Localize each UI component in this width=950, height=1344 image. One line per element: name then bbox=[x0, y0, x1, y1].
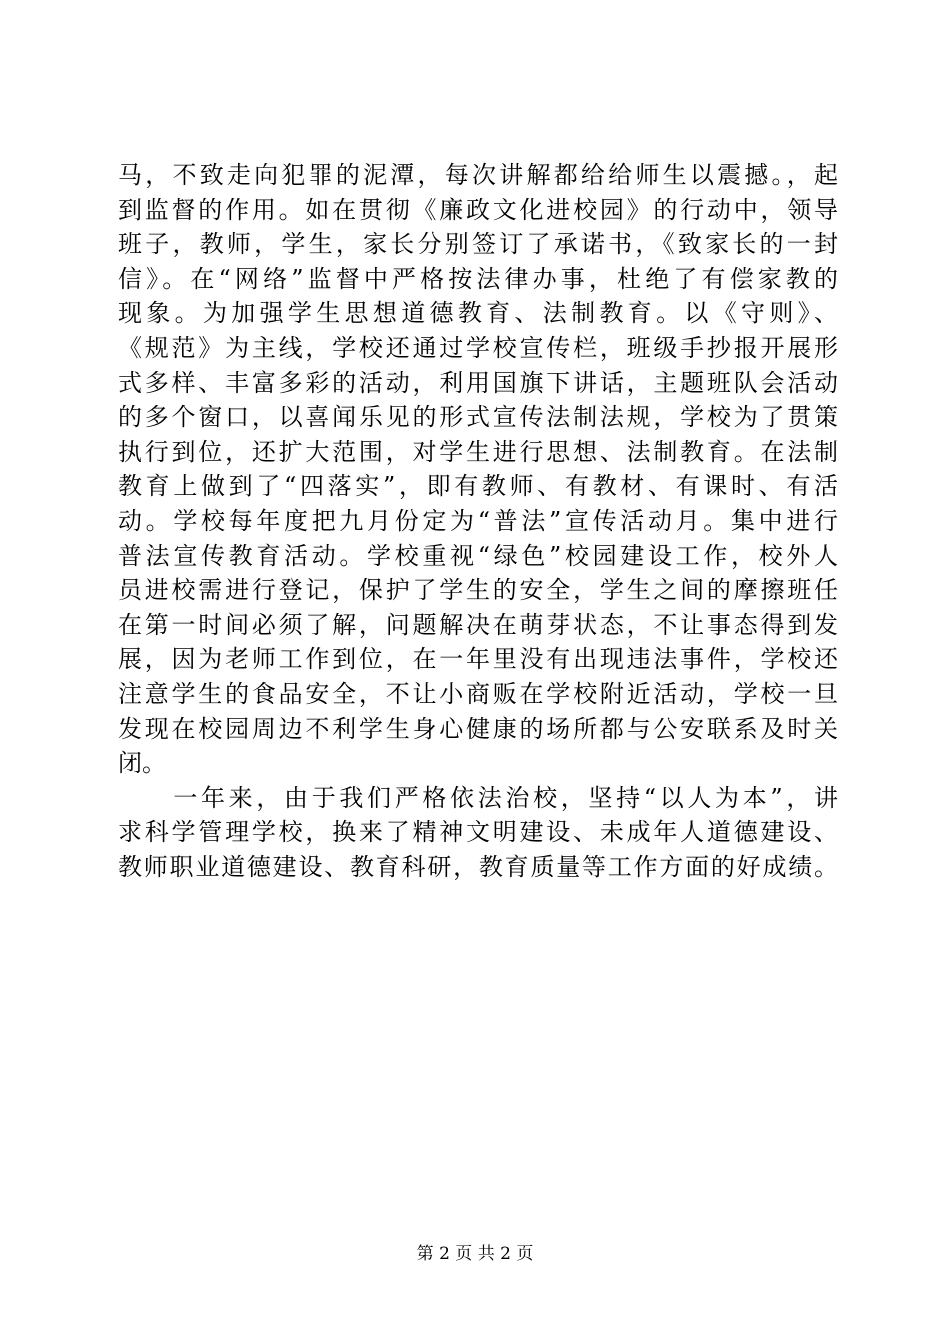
body-text bbox=[118, 158, 838, 884]
text-line: 注意学生的食品安全，不让小商贩在学校附近活动，学校一旦 bbox=[118, 679, 838, 708]
text-line: 教育上做到了“四落实”，即有教师、有教材、有课时、有活 bbox=[118, 472, 838, 501]
page-number-footer: 第 2 页 共 2 页 bbox=[416, 1244, 534, 1264]
text-line: 闭。 bbox=[118, 749, 166, 778]
text-line: 一年来，由于我们严格依法治校，坚持“以人为本”，讲 bbox=[118, 783, 838, 812]
text-line: 班子，教师，学生，家长分别签订了承诺书，《致家长的一封 bbox=[118, 230, 838, 259]
text-line: 《规范》为主线，学校还通过学校宣传栏，班级手抄报开展形 bbox=[118, 333, 838, 362]
text-line: 现象。为加强学生思想道德教育、法制教育。以《守则》、 bbox=[118, 299, 838, 328]
text-line: 员进校需进行登记，保护了学生的安全，学生之间的摩擦班任 bbox=[118, 576, 838, 605]
text-line: 发现在校园周边不利学生身心健康的场所都与公安联系及时关 bbox=[118, 714, 838, 743]
text-line: 动。学校每年度把九月份定为“普法”宣传活动月。集中进行 bbox=[118, 506, 838, 535]
text-line: 展，因为老师工作到位，在一年里没有出现违法事件，学校还 bbox=[118, 645, 838, 674]
text-line: 信》。在“网络”监督中严格按法律办事，杜绝了有偿家教的 bbox=[118, 264, 838, 293]
text-line: 在第一时间必须了解，问题解决在萌芽状态，不让事态得到发 bbox=[118, 610, 838, 639]
text-line: 执行到位，还扩大范围，对学生进行思想、法制教育。在法制 bbox=[118, 437, 838, 466]
text-line: 求科学管理学校，换来了精神文明建设、未成年人道德建设、 bbox=[118, 818, 838, 847]
text-line: 式多样、丰富多彩的活动，利用国旗下讲话，主题班队会活动 bbox=[118, 368, 838, 397]
text-line: 的多个窗口，以喜闻乐见的形式宣传法制法规，学校为了贯策 bbox=[118, 403, 838, 432]
text-line: 教师职业道德建设、教育科研，教育质量等工作方面的好成绩。 bbox=[118, 852, 838, 881]
text-line: 到监督的作用。如在贯彻《廉政文化进校园》的行动中，领导 bbox=[118, 195, 838, 224]
text-line: 马，不致走向犯罪的泥潭，每次讲解都给给师生以震撼。，起 bbox=[118, 161, 838, 189]
text-line: 普法宣传教育活动。学校重视“绿色”校园建设工作，校外人 bbox=[118, 541, 838, 570]
